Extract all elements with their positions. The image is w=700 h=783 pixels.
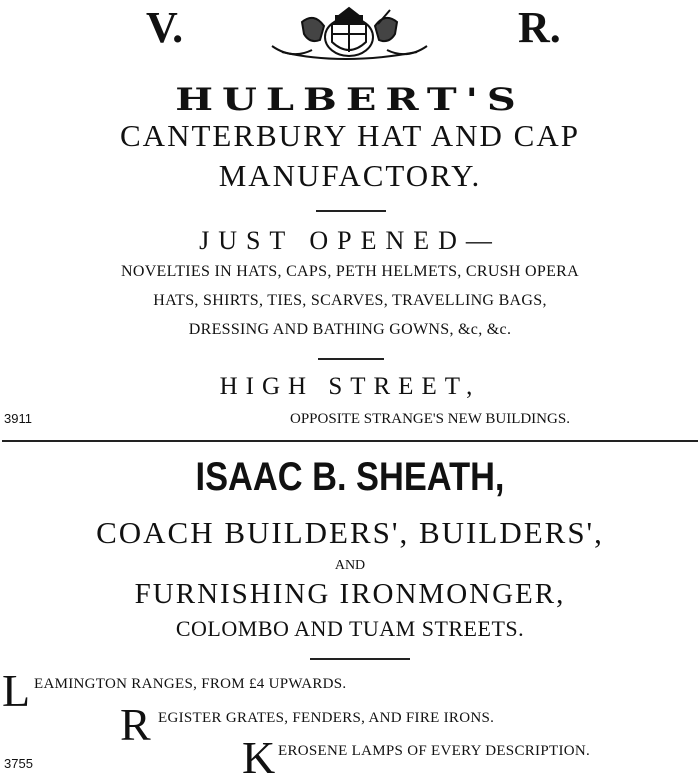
streets-line: COLOMBO AND TUAM STREETS.: [175, 616, 525, 641]
royal-cipher-v: V.: [146, 3, 184, 52]
opposite-line: OPPOSITE STRANGE'S NEW BUILDINGS.: [290, 411, 570, 427]
novelties-line-1: NOVELTIES IN HATS, CAPS, PETH HELMETS, CRUSH OPERA: [120, 263, 579, 280]
sheath-name: ISAAC B. SHEATH,: [195, 455, 505, 499]
high-street-heading: HIGH STREET,: [219, 373, 481, 400]
divider: [316, 210, 386, 212]
novelties-line-2: HATS, SHIRTS, TIES, SCARVES, TRAVELLING BAGS,: [153, 292, 547, 309]
royal-coat-of-arms-icon: [262, 2, 437, 64]
drop-cap-l: L: [2, 665, 31, 716]
furnishing-line: FURNISHING IRONMONGER,: [134, 578, 566, 610]
manufactory-line: MANUFACTORY.: [218, 158, 482, 193]
leamington-line: EAMINGTON RANGES, FROM £4 UPWARDS.: [34, 676, 347, 692]
canterbury-line: CANTERBURY HAT AND CAP: [120, 118, 580, 153]
divider: [310, 658, 410, 660]
ad-reference-number: 3911: [4, 411, 32, 426]
drop-cap-k: K: [242, 732, 276, 783]
royal-cipher-r: R.: [518, 3, 561, 52]
hulberts-name: HULBERT'S: [175, 81, 525, 118]
coach-builders-line: COACH BUILDERS', BUILDERS',: [96, 515, 604, 550]
novelties-line-3: DRESSING AND BATHING GOWNS, &c, &c.: [188, 321, 512, 338]
ad-reference-number: 3755: [4, 756, 33, 771]
kerosene-line: EROSENE LAMPS OF EVERY DESCRIPTION.: [278, 743, 591, 759]
drop-cap-r: R: [120, 699, 151, 750]
register-grates-line: EGISTER GRATES, FENDERS, AND FIRE IRONS.: [158, 710, 495, 726]
and-line: AND: [334, 558, 366, 573]
section-divider: [2, 440, 698, 442]
divider: [318, 358, 384, 360]
just-opened-heading: JUST OPENED—: [199, 226, 501, 255]
